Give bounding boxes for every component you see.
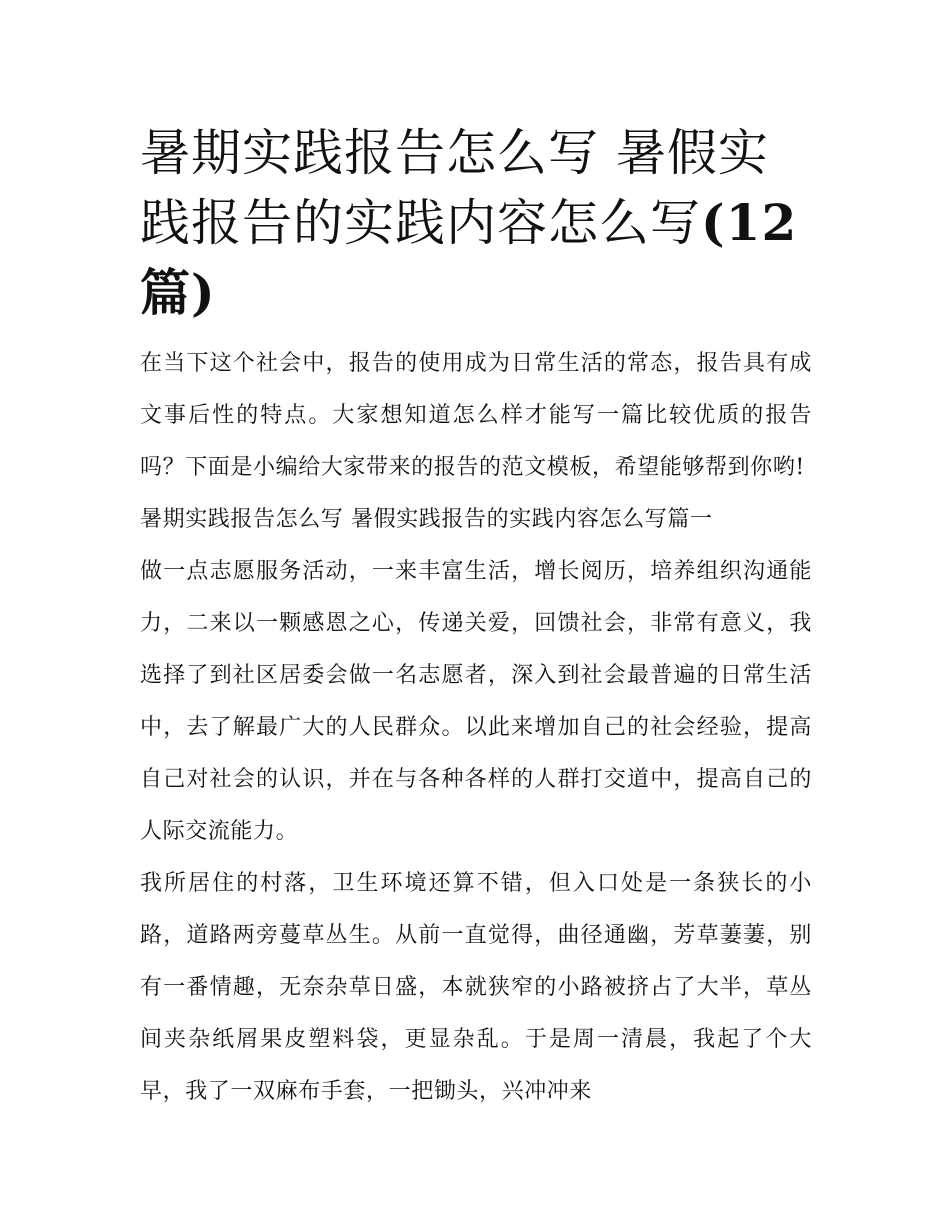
document-title <box>140 118 812 328</box>
intro-paragraph: 在当下这个社会中，报告的使用成为日常生活的常态，报告具有成文事后性的特点。大家想知道怎么样才能写一篇比较优质的报告吗？下面是小编给大家带来的报告的范文模板，希望能够帮到你哟! <box>140 351 812 480</box>
document-title-count: (12 篇) <box>140 193 798 322</box>
document-body <box>140 118 812 1118</box>
document-title-main: 暑期实践报告怎么写 暑假实践报告的实践内容怎么写 <box>140 124 769 252</box>
body-paragraph-2: 我所居住的村落，卫生环境还算不错，但入口处是一条狭长的小路，道路两旁蔓草丛生。从前一直觉得，曲径通幽，芳草萋萋，别有一番情趣，无奈杂草日盛，本就狭窄的小路被挤占了大半，草丛间夹杂纸屑果皮塑料袋，更显杂乱。于是周一清晨，我起了个大早，我了一双麻布手套，一把锄头，兴冲冲来 <box>140 871 812 1104</box>
body-paragraph-1: 做一点志愿服务活动，一来丰富生活，增长阅历，培养组织沟通能力，二来以一颗感恩之心，传递关爱，回馈社会，非常有意义，我选择了到社区居委会做一名志愿者，深入到社会最普遍的日常生活中，去了解最广大的人民群众。以此来增加自己的社会经验，提高自己对社会的认识，并在与各种各样的人群打交道中，提高自己的人际交流能力。 <box>140 559 812 844</box>
section-heading: 暑期实践报告怎么写 暑假实践报告的实践内容怎么写篇一 <box>140 507 713 532</box>
